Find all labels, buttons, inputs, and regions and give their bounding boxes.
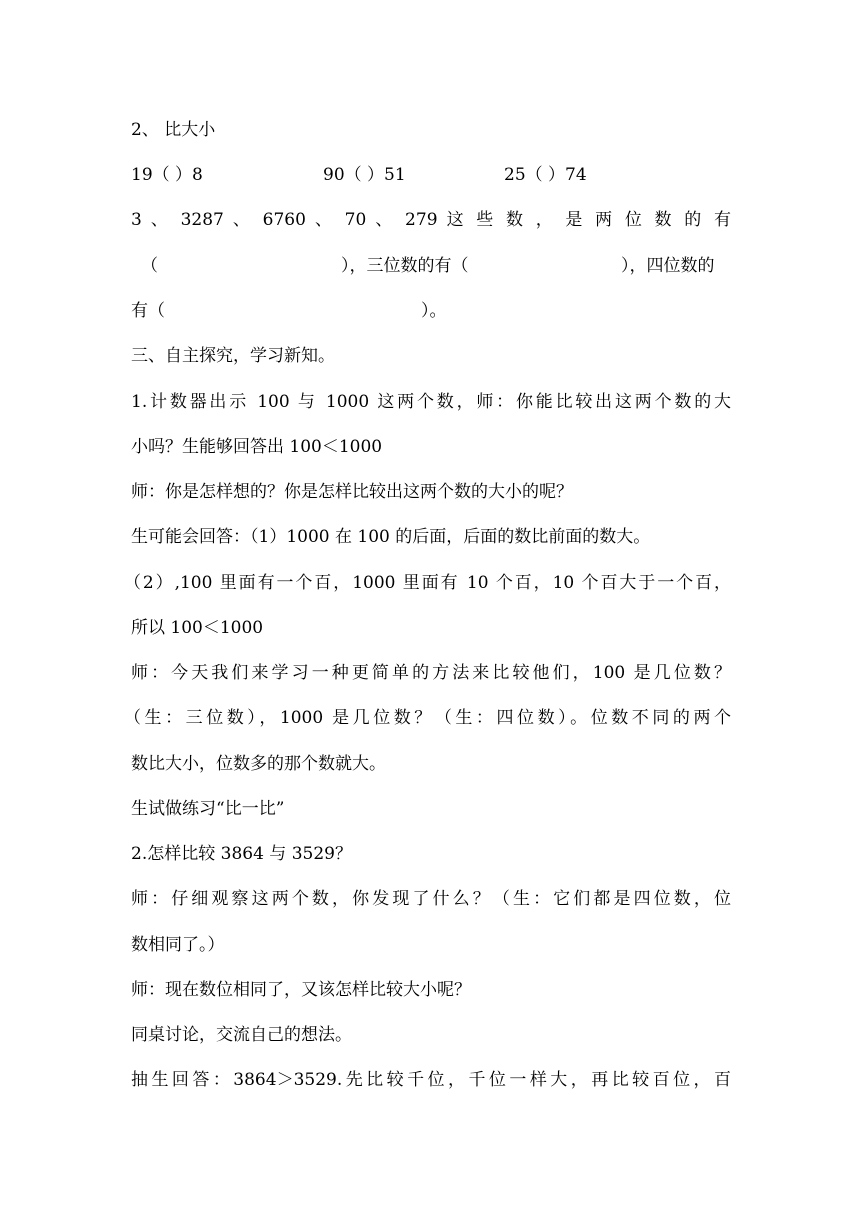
paragraph-line: 抽生回答：3864＞3529.先比较千位，千位一样大，再比较百位，百 xyxy=(131,1070,731,1090)
paragraph-line: 2.怎样比较 3864 与 3529？ xyxy=(131,844,352,864)
paragraph-line: 1.计数器出示 100 与 1000 这两个数，师：你能比较出这两个数的大 xyxy=(131,392,731,412)
paragraph-line: 师：你是怎样想的？你是怎样比较出这两个数的大小的呢？ xyxy=(131,482,573,502)
paragraph-line: 师：今天我们来学习一种更简单的方法来比较他们，100 是几位数？ xyxy=(131,663,731,683)
blank-open: （ xyxy=(141,256,158,276)
paragraph-line: 同桌讨论，交流自己的想法。 xyxy=(131,1025,352,1045)
exercise-item-1: 19（ ）8 xyxy=(131,165,203,185)
paragraph-line: 师：现在数位相同了，又该怎样比较大小呢？ xyxy=(131,980,471,1000)
section-heading-compare: 2、 比大小 xyxy=(131,120,216,140)
paragraph-line: 生可能会回答：（1）1000 在 100 的后面，后面的数比前面的数大。 xyxy=(131,527,651,547)
blank-close-2: ）。 xyxy=(421,301,447,321)
paragraph-line: 数相同了。） xyxy=(131,935,225,955)
paragraph-line: 数比大小，位数多的那个数就大。 xyxy=(131,754,386,774)
exercise-item-3: 25（ ）74 xyxy=(504,165,587,185)
exercise-item-2: 90（ ）51 xyxy=(323,165,406,185)
paragraph-line: （生：三位数），1000 是几位数？（生：四位数）。位数不同的两个 xyxy=(124,708,731,728)
paragraph-line: （2）,100 里面有一个百，1000 里面有 10 个百，10 个百大于一个百， xyxy=(124,573,731,593)
question-3-line: 3 、 3287 、 6760 、 70 、 279 这 些 数 ， 是 两 位 数 的 有 xyxy=(131,210,731,230)
paragraph-line: 师：仔细观察这两个数，你发现了什么？（生：它们都是四位数，位 xyxy=(131,889,731,909)
paragraph-line: 所以 100＜1000 xyxy=(131,618,264,638)
blank-open-2: 有（ xyxy=(131,301,165,321)
paragraph-line: 生试做练习“比一比” xyxy=(131,799,285,819)
paragraph-line: 小吗？生能够回答出 100＜1000 xyxy=(131,437,383,457)
blank-text-four-digit: ），四位数的 xyxy=(621,256,715,276)
section-heading-explore: 三、自主探究，学习新知。 xyxy=(131,346,335,366)
blank-text-three-digit: ），三位数的有（ xyxy=(341,256,469,276)
